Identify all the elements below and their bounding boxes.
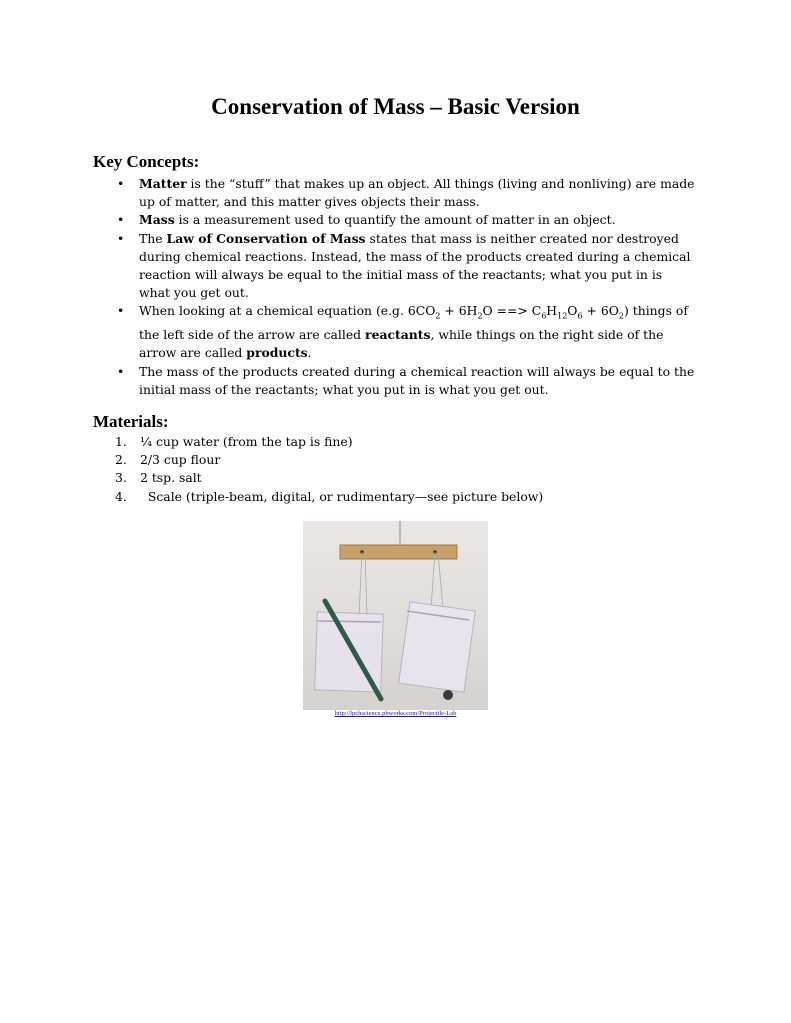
wooden-bar	[340, 545, 457, 559]
list-item: • The mass of the products created during a chemical reaction will always be equal to the initial mass of the reactants; what you put in is what you get out.	[117, 363, 697, 399]
list-item: • The Law of Conservation of Mass states that mass is neither created nor destroyed during chemical reactions. Instead, the mass of the products created during a chemical reaction will always be equal to the initial mass of the reactants; what you put in is what you get out.	[117, 230, 697, 303]
scale-photo-illustration	[303, 521, 488, 710]
key-concepts-list	[117, 175, 697, 399]
list-item: 3. 2 tsp. salt	[115, 470, 202, 486]
term-matter: Matter	[139, 176, 187, 191]
list-item-equation: • When looking at a chemical equation (e.g. $6CO_2 + 6H_2O$ ==> $C_6H_{12}O_6 + 6O_2$) things of the left side of the arrow are called reactants, while things on the right side of the arrow are called products.	[117, 302, 697, 362]
term-mass: Mass	[139, 212, 175, 228]
term-products: products	[246, 345, 308, 361]
document-title: Conservation of Mass – Basic Version	[211, 94, 580, 119]
list-item: 1. ¼ cup water (from the tap is fine)	[115, 434, 353, 449]
list-item: • Mass is a measurement used to quantify the amount of matter in an object.	[117, 211, 697, 229]
list-item: 2. 2/3 cup flour	[115, 452, 221, 468]
materials-heading: Materials:	[93, 412, 169, 431]
photo-caption-link[interactable]: http://lpchscience.pbworks.com/Projectile-Lab	[334, 710, 457, 717]
term-law: Law of Conservation of Mass	[166, 230, 366, 246]
key-concepts-heading: Key Concepts:	[93, 152, 200, 171]
term-reactants: reactants	[365, 327, 431, 343]
list-item: • Matter is the “stuff” that makes up an object. All things (living and nonliving) are made up of matter, and this matter gives objects their mass.	[117, 175, 697, 211]
materials-list	[115, 433, 543, 506]
scale-photo	[303, 521, 488, 710]
list-item: 4. Scale (triple-beam, digital, or rudimentary—see picture below)	[115, 488, 544, 504]
